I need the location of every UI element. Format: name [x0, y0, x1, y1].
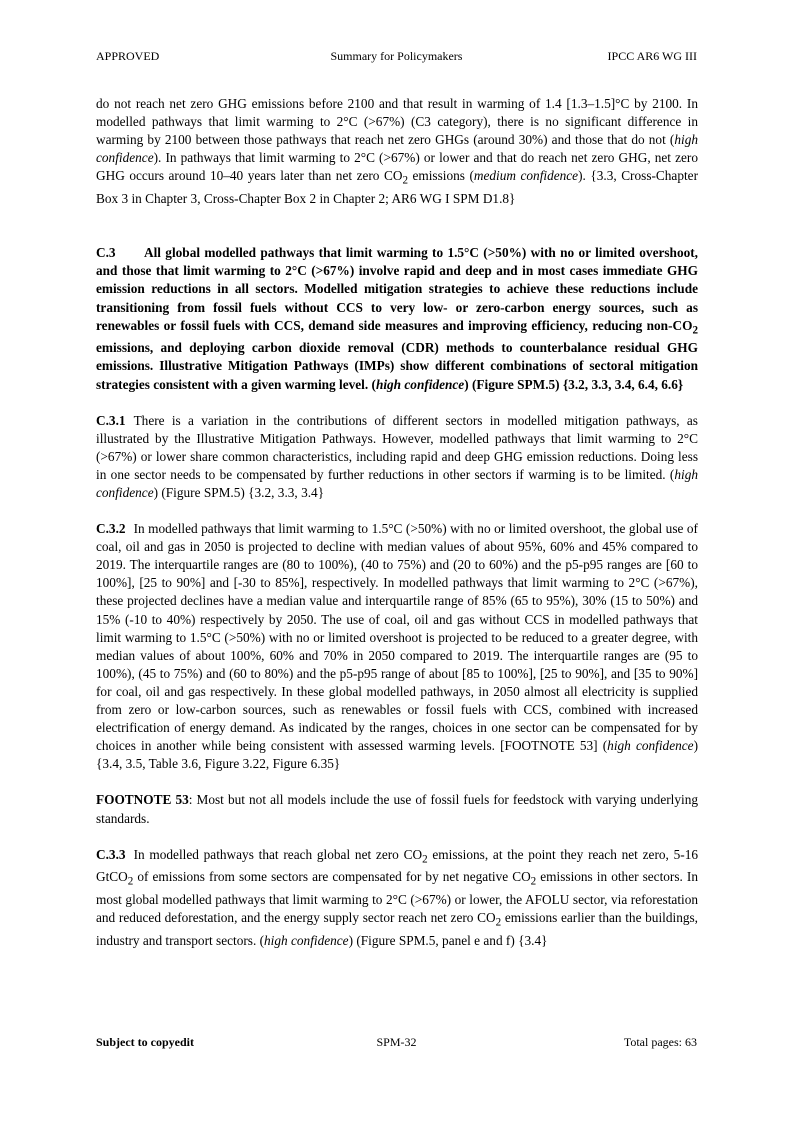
section-c3-headline: C.3 All global modelled pathways that limit warming to 1.5°C (>50%) with no or limited overshoot, and those that limit warming to 2°C (>67%) involve rapid and deep and in most cases immediate GHG emission reductions in all sectors. Modelled mitigation strategies to achieve these reductions include transitioning from fossil fuels without CCS to very low- or zero-carbon energy sources, such as renewables or fossil fuels with CCS, demand side measures and improving efficiency, reducing non-$CO_2$ emissions, and deploying carbon dioxide removal (CDR) methods to counterbalance residual GHG emissions. Illustrative Mitigation Pathways (IMPs) show different combinations of sectoral mitigation strategies consistent with a given warming level. (high confidence) (Figure SPM.5) {3.2, 3.3, 3.4, 6.4, 6.6} [96, 245, 698, 392]
page-footer [96, 1034, 697, 1050]
subscript: 2 [422, 853, 428, 866]
subscript: 2 [530, 876, 537, 888]
section-number: C.3 [96, 245, 116, 261]
confidence-label: high confidence [264, 932, 349, 948]
confidence-label: medium confidence [473, 168, 579, 184]
confidence-label: high confidence [96, 132, 698, 166]
total-pages: Total pages: 63 [623, 1035, 697, 1049]
subscript: 2 [127, 876, 134, 888]
paragraph-number: C.3.1 [96, 412, 126, 428]
page-number: SPM-32 [376, 1035, 417, 1049]
footnote-53: FOOTNOTE 53: Most but not all models include the use of fossil fuels for feedstock with varying underlying standards. [96, 792, 698, 826]
footer-copyedit-note: Subject to copyedit [96, 1035, 194, 1049]
footnote-label: FOOTNOTE 53 [96, 792, 189, 808]
paragraph-number: C.3.3 [96, 846, 126, 862]
paragraph-c3-1: C.3.1 There is a variation in the contributions of different sectors in modelled mitigation pathways, as illustrated by the Illustrative Mitigation Pathways. However, modelled pathways that limit warming to 2°C (>67%) or lower share common characteristics, including rapid and deep GHG emission reductions. Doing less in one sector needs to be compensated by further reductions in other sectors if warming is to be limited. (high confidence) (Figure SPM.5) {3.2, 3.3, 3.4} [96, 412, 698, 500]
confidence-label: high confidence [607, 738, 694, 754]
confidence-label: high confidence [96, 466, 698, 500]
intro-paragraph: do not reach net zero GHG emissions before 2100 and that result in warming of 1.4 [1.3–1.5]°C by 2100. In modelled pathways that limit warming to 2°C (>67%) (C3 category), there is no significant difference in warming by 2100 between those pathways that reach net zero GHGs (around 30%) and those that do not (high confidence). In pathways that limit warming to 2°C (>67%) or lower and that do reach net zero GHG, net zero GHG occurs around 10–40 years later than net zero $CO_2$ emissions (medium confidence). {3.3, Cross-Chapter Box 3 in Chapter 3, Cross-Chapter Box 2 in Chapter 2; AR6 WG I SPM D1.8} [96, 96, 699, 207]
paragraph-number: C.3.2 [96, 521, 126, 537]
header-title: Summary for Policymakers [330, 49, 463, 63]
paragraph-c3-2: C.3.2 In modelled pathways that limit warming to 1.5°C (>50%) with no or limited overshoot, the global use of coal, oil and gas in 2050 is projected to decline with median values of about 95%, 60% and 45% compared to 2019. The interquartile ranges are (80 to 100%), (40 to 75%) and (20 to 60%) and the p5-p95 ranges are [60 to 100%], [25 to 90%] and [-30 to 85%], respectively. In modelled pathways that limit warming to 2°C (>67%), these projected declines have a median value and interquartile range of 85% (65 to 95%), 30% (15 to 50%) and 15% (-10 to 40%) respectively by 2050. The use of coal, oil and gas without CCS in modelled pathways that limit warming to 1.5°C (>50%) with no or limited overshoot is projected to be reduced to a greater degree, with median values of about 100%, 60% and 70% in 2050 compared to 2019. The interquartile ranges are (95 to 100%), (45 to 75%) and (60 to 80%) and the p5-p95 range of about [85 to 100%], [25 to 90%], and [35 to 90%] for coal, oil and gas respectively. In these global modelled pathways, in 2050 almost all electricity is supplied from zero or low-carbon sources, such as renewables or fossil fuels with CCS, combined with increased electrification of energy demand. As indicated by the ranges, choices in one sector can be compensated for by choices in another while being consistent with assessed warming levels. [FOOTNOTE 53] (high confidence) {3.4, 3.5, Table 3.6, Figure 3.22, Figure 6.35} [96, 521, 698, 772]
header-status: APPROVED [96, 49, 160, 63]
page-header [96, 48, 697, 64]
confidence-label: high confidence [375, 376, 465, 392]
subscript: 2 [402, 175, 408, 188]
paragraph-c3-3: C.3.3 In modelled pathways that reach global net zero $CO_2$ emissions, at the point they reach net zero, 5-16 GtCO$_2$ of emissions from some sectors are compensated for by net negative $CO_2$ emissions in other sectors. In most global modelled pathways that limit warming to 2°C (>67%) or lower, the AFOLU sector, via reforestation and reduced deforestation, and the energy supply sector reach net zero $CO_2$ emissions earlier than the buildings, industry and transport sectors. (high confidence) (Figure SPM.5, panel e and f) {3.4} [96, 846, 698, 948]
subscript: 2 [495, 916, 502, 929]
subscript: 2 [692, 324, 698, 337]
page-content [96, 95, 698, 950]
header-report: IPCC AR6 WG III [607, 49, 697, 63]
